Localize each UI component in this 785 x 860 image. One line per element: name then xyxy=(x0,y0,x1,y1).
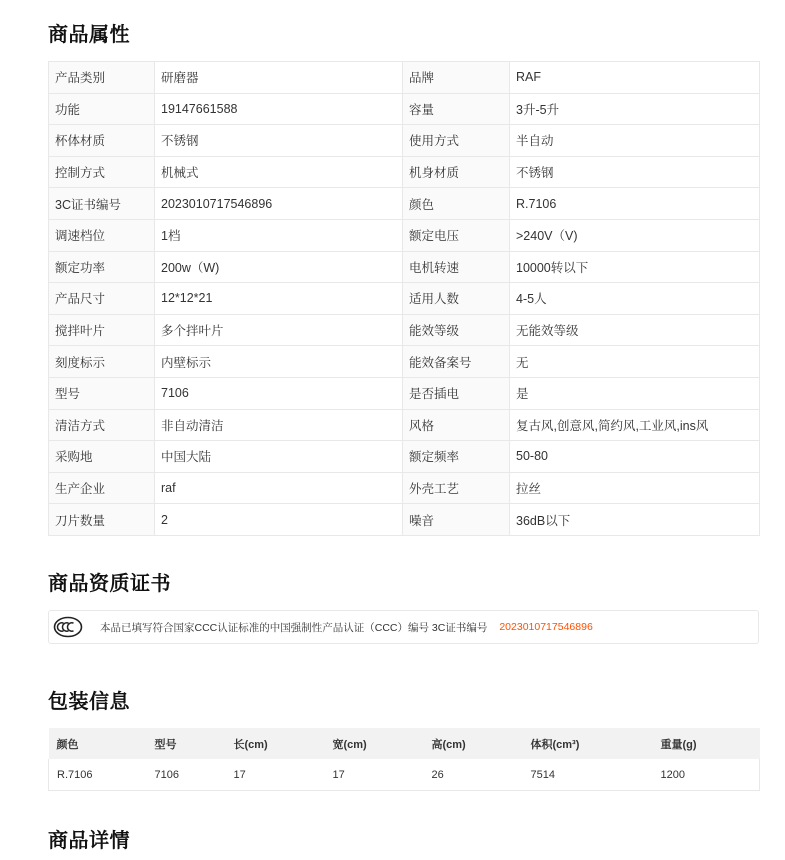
attribute-row xyxy=(49,62,760,94)
attribute-label: 产品类别 xyxy=(49,62,155,94)
packaging-cell: 7514 xyxy=(523,759,653,791)
product-attributes-table xyxy=(48,61,760,536)
attribute-value: R.7106 xyxy=(510,188,760,220)
packaging-cell: 7106 xyxy=(147,759,226,791)
product-certificate-title: 商品资质证书 xyxy=(48,573,171,595)
attribute-value: 研磨器 xyxy=(155,62,403,94)
attribute-row xyxy=(49,188,760,220)
attribute-value: 内壁标示 xyxy=(155,346,403,378)
attribute-label: 颜色 xyxy=(403,188,510,220)
attribute-row xyxy=(49,251,760,283)
product-details-title: 商品详情 xyxy=(48,830,130,852)
certificate-text: 本品已填写符合国家CCC认证标准的中国强制性产品认证（CCC）编号 3C证书编号 xyxy=(100,621,488,634)
attribute-label: 功能 xyxy=(49,93,155,125)
attribute-row xyxy=(49,125,760,157)
attribute-value: 3升-5升 xyxy=(510,93,760,125)
attribute-row xyxy=(49,346,760,378)
packaging-column-header: 宽(cm) xyxy=(325,728,424,759)
attribute-value: 半自动 xyxy=(510,125,760,157)
attribute-label: 采购地 xyxy=(49,441,155,473)
attribute-value: 无能效等级 xyxy=(510,314,760,346)
attribute-label: 风格 xyxy=(403,409,510,441)
attribute-value: 是 xyxy=(510,377,760,409)
attribute-row xyxy=(49,441,760,473)
packaging-cell: 1200 xyxy=(653,759,760,791)
attribute-label: 额定频率 xyxy=(403,441,510,473)
attribute-row xyxy=(49,283,760,315)
attribute-value: 7106 xyxy=(155,377,403,409)
attribute-label: 型号 xyxy=(49,377,155,409)
ccc-certification-icon xyxy=(53,616,83,638)
packaging-column-header: 型号 xyxy=(147,728,226,759)
attribute-row xyxy=(49,409,760,441)
attribute-value: 复古风,创意风,简约风,工业风,ins风 xyxy=(510,409,760,441)
attribute-row xyxy=(49,93,760,125)
packaging-cell: 26 xyxy=(424,759,523,791)
attribute-label: 刻度标示 xyxy=(49,346,155,378)
attribute-label: 机身材质 xyxy=(403,156,510,188)
attribute-label: 调速档位 xyxy=(49,219,155,251)
attribute-label: 能效等级 xyxy=(403,314,510,346)
attribute-label: 容量 xyxy=(403,93,510,125)
packaging-column-header: 重量(g) xyxy=(653,728,760,759)
attribute-label: 外壳工艺 xyxy=(403,472,510,504)
attribute-value: 4-5人 xyxy=(510,283,760,315)
attribute-label: 控制方式 xyxy=(49,156,155,188)
attribute-row xyxy=(49,472,760,504)
attribute-label: 能效备案号 xyxy=(403,346,510,378)
packaging-info-title: 包装信息 xyxy=(48,691,130,713)
attribute-value: 拉丝 xyxy=(510,472,760,504)
attribute-value: raf xyxy=(155,472,403,504)
attribute-label: 清洁方式 xyxy=(49,409,155,441)
packaging-cell: 17 xyxy=(325,759,424,791)
attribute-label: 适用人数 xyxy=(403,283,510,315)
attribute-label: 电机转速 xyxy=(403,251,510,283)
attribute-row xyxy=(49,314,760,346)
packaging-column-header: 颜色 xyxy=(49,728,147,759)
attribute-label: 产品尺寸 xyxy=(49,283,155,315)
packaging-cell: 17 xyxy=(226,759,325,791)
attribute-value: RAF xyxy=(510,62,760,94)
attribute-label: 额定电压 xyxy=(403,219,510,251)
product-attributes-title: 商品属性 xyxy=(48,24,130,46)
attribute-value: 多个拌叶片 xyxy=(155,314,403,346)
attribute-value: 1档 xyxy=(155,219,403,251)
packaging-header-row xyxy=(49,728,760,759)
packaging-row xyxy=(49,759,760,791)
attribute-value: 12*12*21 xyxy=(155,283,403,315)
attribute-label: 生产企业 xyxy=(49,472,155,504)
attribute-value: 中国大陆 xyxy=(155,441,403,473)
packaging-column-header: 高(cm) xyxy=(424,728,523,759)
attribute-value: 36dB以下 xyxy=(510,504,760,536)
attribute-label: 刀片数量 xyxy=(49,504,155,536)
packaging-table xyxy=(48,728,760,791)
packaging-cell: R.7106 xyxy=(49,759,147,791)
attribute-label: 3C证书编号 xyxy=(49,188,155,220)
attribute-row xyxy=(49,377,760,409)
attribute-label: 使用方式 xyxy=(403,125,510,157)
attribute-value: 10000转以下 xyxy=(510,251,760,283)
packaging-column-header: 体积(cm³) xyxy=(523,728,653,759)
attribute-row xyxy=(49,219,760,251)
certificate-number: 2023010717546896 xyxy=(499,621,593,633)
attribute-label: 杯体材质 xyxy=(49,125,155,157)
attribute-value: >240V（V) xyxy=(510,219,760,251)
attribute-value: 200w（W) xyxy=(155,251,403,283)
attribute-label: 搅拌叶片 xyxy=(49,314,155,346)
attribute-value: 50-80 xyxy=(510,441,760,473)
attribute-value: 无 xyxy=(510,346,760,378)
packaging-column-header: 长(cm) xyxy=(226,728,325,759)
attribute-value: 不锈钢 xyxy=(510,156,760,188)
attribute-value: 不锈钢 xyxy=(155,125,403,157)
attribute-value: 2 xyxy=(155,504,403,536)
attribute-value: 机械式 xyxy=(155,156,403,188)
attribute-label: 噪音 xyxy=(403,504,510,536)
attribute-value: 2023010717546896 xyxy=(155,188,403,220)
attribute-label: 品牌 xyxy=(403,62,510,94)
attribute-label: 是否插电 xyxy=(403,377,510,409)
attribute-label: 额定功率 xyxy=(49,251,155,283)
attribute-row xyxy=(49,156,760,188)
attribute-value: 非自动清洁 xyxy=(155,409,403,441)
certificate-box xyxy=(48,610,759,644)
attribute-row xyxy=(49,504,760,536)
attribute-value: 19147661588 xyxy=(155,93,403,125)
